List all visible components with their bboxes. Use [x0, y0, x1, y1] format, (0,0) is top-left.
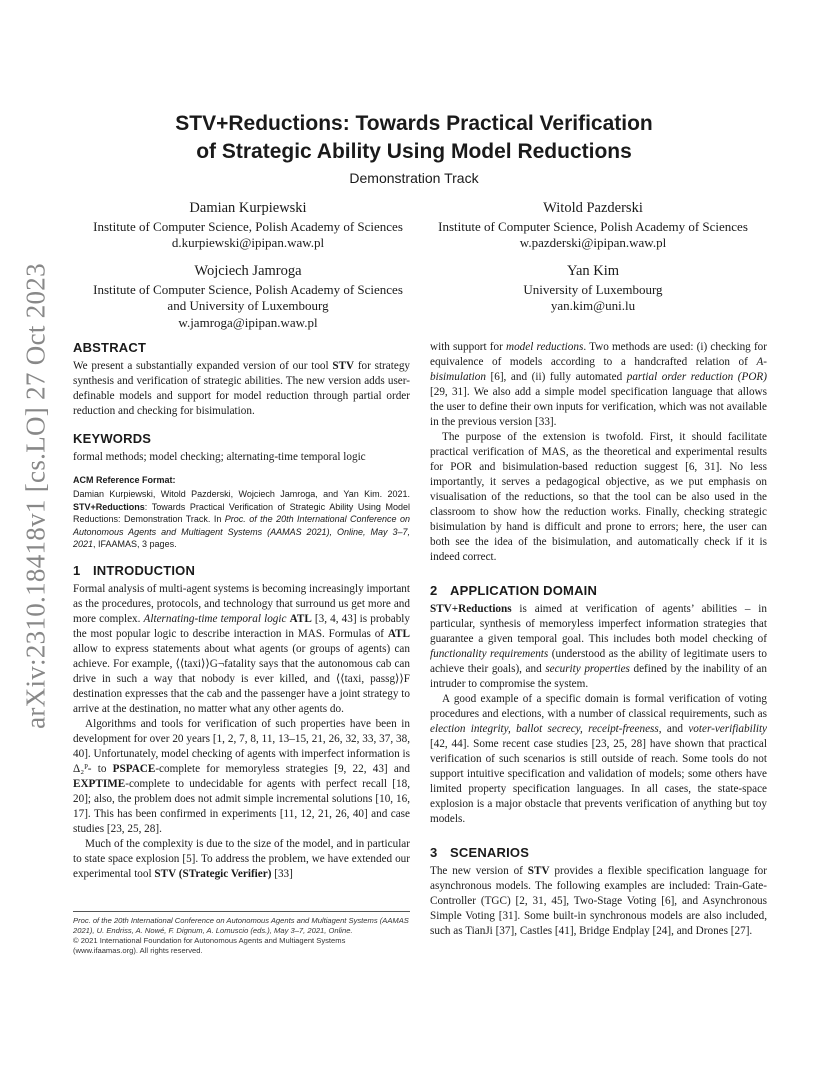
acm-reference-heading: ACM Reference Format:: [73, 475, 176, 485]
footnote: Proc. of the 20th International Conference on Autonomous Agents and Multiagent Systems (AAMAS 2021), U. Endriss, A. Nowé, F. Dignum, A. Lomuscio (eds.), May 3–7, 2021, Online. © 2021 International Foundation for Autonomous Agents and Multiagent Systems (www.ifaamas.org). All rights reserved.: [73, 911, 410, 956]
author-block: [74, 263, 422, 331]
acm-reference-text: Damian Kurpiewski, Witold Pazderski, Wojciech Jamroga, and Yan Kim. 2021. STV+Reductions: Towards Practical Verification of Strategic Ability Using Model Reductions: Demonstration Track. In Proc. of the 20th International Conference on Autonomous Agents and Multiagent Systems (AAMAS 2021), Online, May 3–7, 2021, IFAAMAS, 3 pages.: [73, 489, 410, 549]
paper-title: [74, 110, 754, 166]
abstract-heading: ABSTRACT: [73, 340, 147, 355]
scenarios-paragraph: The new version of STV provides a flexible specification language for asynchronous models. The following examples are included: Train-Gate-Controller (TGC) [2, 31, 45], Two-Stage Voting [6], and Asynchronous Simple Voting [31]. Some built-in synchronous models are also included, such as TianJi [37], Castles [41], Bridge Endplay [24], and Drones [27].: [430, 865, 767, 937]
author-email: d.kurpiewski@ipipan.waw.pl: [171, 235, 325, 250]
author-name: Witold Pazderski: [543, 200, 643, 216]
intro-paragraph-4: The purpose of the extension is twofold. First, it should facilitate practical verification of MAS, as the theoretical and experimental results for POR and bisimulation-based reduction suggest [6, 31]. No less importantly, it serves a pedagogical objective, as we put emphasis on visualisation of the reductions, so that the tool can be also used in the classroom to show how the reduction works. Finally, checking strategic bisimulation by hand is difficult and prone to errors; here, the user can both see the idea of the bisimulation, and automatically check if it is indeed correct.: [430, 431, 767, 563]
author-block: [74, 200, 422, 252]
track-label: Demonstration Track: [349, 170, 479, 186]
domain-paragraph-2: A good example of a specific domain is formal verification of voting procedures and elections, with a number of classical requirements, such as election integrity, ballot secrecy, receipt-freeness, and voter-verifiability [42, 44]. Some recent case studies [23, 25, 28] have shown that practical verification of such scenarios is still outside of reach. Some tools do not support intuitive specification and validation of models; some others have limited property specification languages. In all cases, the state-space explosion is a major obstacle that prevents verification of anything but toy models.: [430, 693, 768, 825]
author-block: [418, 263, 768, 315]
title-line-2: of Strategic Ability Using Model Reductions: [196, 140, 632, 163]
intro-paragraph-1: Formal analysis of multi-agent systems is becoming increasingly important as the procedures, protocols, and technology that surround us get more and more complex. Alternating-time temporal logic ATL [3, 4, 43] is probably the most popular logic to describe interaction in MAS. Formulas of ATL allow to express statements about what agents (or groups of agents) can achieve. For example, ⟨⟨taxi⟩⟩G¬fatality says that the autonomous cab can drive in such a way that nobody is ever killed, and ⟨⟨taxi, passg⟩⟩F destination expresses that the cab and the passenger have a joint strategy to arrive at the destination, no matter what any other agents do.: [73, 582, 411, 715]
keywords-text: formal methods; model checking; alternating-time temporal logic: [73, 451, 366, 463]
abstract-text: We present a substantially expanded version of our tool STV for strategy synthesis and verification of strategic abilities. The new version adds user-definable models and support for model reduction through partial order reduction and checking for bisimulation.: [73, 360, 411, 417]
intro-paragraph-2: Algorithms and tools for verification of such properties have been in development for over 20 years [1, 2, 7, 8, 11, 13–15, 21, 26, 32, 33, 37, 38, 40]. Unfortunately, model checking of agents with imperfect information is Δ₂ᴾ- to PSPACE-complete for memoryless strategies [9, 22, 43] and EXPTIME-complete to undecidable for agents with perfect recall [18, 20]; also, the problem does not admit simple incremental solutions [10, 16, 17]. This has been confirmed in experiments [11, 12, 21, 26, 40] and case studies [23, 25, 28].: [73, 717, 410, 835]
intro-continuation: with support for model reductions. Two methods are used: (i) checking for equivalence of models according to a handcrafted relation of A-bisimulation [6], and (ii) fully automated partial order reduction (POR) [29, 31]. We also add a simple model specification language that allows the user to define their own inputs for verification, which was not available in the previous version [33].: [430, 341, 767, 428]
author-affiliation: Institute of Computer Science, Polish Academy of Sciences: [93, 281, 403, 297]
author-email: yan.kim@uni.lu: [550, 298, 636, 313]
section-3-heading: 3 SCENARIOS: [430, 845, 530, 860]
domain-paragraph-1: STV+Reductions is aimed at verification of agents’ abilities – in particular, synthesis of memoryless imperfect information strategies that guarantee a given temporal goal. This includes both model checking of functionality requirements (understood as the ability of legitimate users to achieve their goals), and security properties defined by the inability of an intruder to compromise the system.: [430, 603, 767, 690]
title-line-1: STV+Reductions: Towards Practical Verification: [175, 112, 653, 135]
author-block: [418, 200, 768, 252]
section-1-heading: 1 INTRODUCTION: [73, 562, 196, 578]
keywords-heading: KEYWORDS: [73, 431, 152, 446]
section-2-heading: 2 APPLICATION DOMAIN: [430, 583, 598, 598]
author-affiliation: Institute of Computer Science, Polish Academy of Sciences: [93, 218, 403, 234]
author-affiliation: University of Luxembourg: [523, 281, 663, 297]
author-affiliation: Institute of Computer Science, Polish Academy of Sciences: [438, 218, 748, 234]
intro-paragraph-3: Much of the complexity is due to the size of the model, and in particular to state space explosion [5]. To address the problem, we have extended our experimental tool STV (STrategic Verifier) [33]: [73, 837, 410, 880]
author-email: w.jamroga@ipipan.waw.pl: [178, 314, 318, 330]
left-column: [73, 340, 410, 882]
right-column: [430, 340, 767, 939]
arxiv-stamp: arXiv:2310.18418v1 [cs.LO] 27 Oct 2023: [20, 263, 51, 729]
author-email: w.pazderski@ipipan.waw.pl: [519, 235, 667, 250]
author-name: Wojciech Jamroga: [194, 263, 302, 279]
author-affiliation-2: and University of Luxembourg: [167, 298, 329, 313]
author-name: Damian Kurpiewski: [189, 200, 307, 216]
author-name: Yan Kim: [566, 263, 620, 279]
